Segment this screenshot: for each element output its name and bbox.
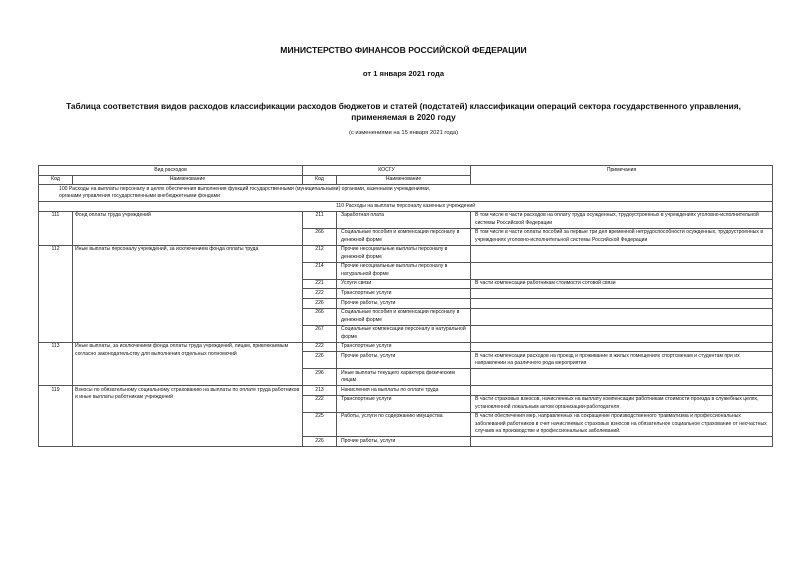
note	[471, 298, 773, 308]
note	[471, 386, 773, 396]
header-kosgu-naimenovanie: Наименование	[337, 175, 471, 185]
note: В части страховых взносов, начисленных на выплату компенсации работникам стоимости проезда в служебных целях, установленной локальным актом организации-работодателя	[471, 395, 773, 412]
kosgu-code: 296	[303, 369, 337, 386]
expense-type-name: Фонд оплаты труда учреждений	[73, 211, 303, 245]
note	[471, 289, 773, 299]
note	[471, 308, 773, 325]
kosgu-name: Социальные компенсации персоналу в натуральной форме	[337, 325, 471, 342]
section-110: 110 Расходы на выплаты персоналу казенных учреждений	[39, 202, 773, 212]
kosgu-name: Транспортные услуги	[337, 395, 471, 412]
note	[471, 325, 773, 342]
title-line-1: Таблица соответствия видов расходов классификации расходов бюджетов и статей (подстатей) классификации операций сектора государственного управления,	[66, 101, 741, 111]
note: В части обеспечения мер, направленных на сокращение производственного травматизма и профессиональных заболеваний работников в счет начисляемых страховых взносов на обязательное социальное страхование от несчастных случаев на производстве и профессиональных заболеваний.	[471, 412, 773, 436]
note: В части компенсации работникам стоимости сотовой связи	[471, 279, 773, 289]
kosgu-code: 222	[303, 395, 337, 412]
kosgu-code: 222	[303, 289, 337, 299]
section-row-100	[39, 185, 773, 202]
header-vr-kod: Код	[39, 175, 73, 185]
expense-type-code: 111	[39, 211, 73, 245]
table-row	[39, 386, 773, 396]
title-line-2: применяемая в 2020 году	[351, 112, 456, 122]
table-row	[39, 211, 773, 228]
kosgu-code: 226	[303, 352, 337, 369]
expense-type-name: Иные выплаты, за исключением фонда оплаты труда учреждений, лицам, привлекаемым согласно законодательству для выполнения отдельных полномочий	[73, 342, 303, 386]
header-kosgu-kod: Код	[303, 175, 337, 185]
kosgu-code: 225	[303, 412, 337, 436]
header-vid-rashodov: Вид расходов	[39, 166, 303, 176]
kosgu-code: 222	[303, 342, 337, 352]
kosgu-code: 213	[303, 386, 337, 396]
expense-type-name: Взносы по обязательному социальному страхованию на выплаты по оплате труда работников и иные выплаты работникам учреждений	[73, 386, 303, 447]
section-100: 100 Расходы на выплаты персоналу в целях обеспечения выполнения функций государственными (муниципальными) органами, казенными учреждениями, органами управления государственными внебюджетными фондами	[39, 185, 773, 202]
kosgu-code: 226	[303, 437, 337, 447]
kosgu-name: Прочие работы, услуги	[337, 352, 471, 369]
kosgu-name: Заработная плата	[337, 211, 471, 228]
correspondence-table	[38, 165, 773, 447]
document-title	[30, 101, 777, 123]
kosgu-name: Прочие несоциальные выплаты персоналу в денежной форме	[337, 245, 471, 262]
kosgu-name: Прочие работы, услуги	[337, 298, 471, 308]
section-row-110	[39, 202, 773, 212]
ministry-title: МИНИСТЕРСТВО ФИНАНСОВ РОССИЙСКОЙ ФЕДЕРАЦИИ	[280, 45, 527, 55]
header-kosgu: КОСГУ	[303, 166, 471, 176]
kosgu-name: Транспортные услуги	[337, 342, 471, 352]
table-row	[39, 342, 773, 352]
kosgu-code: 266	[303, 228, 337, 245]
expense-type-code: 119	[39, 386, 73, 447]
note	[471, 437, 773, 447]
kosgu-name: Социальные пособия и компенсации персоналу в денежной форме	[337, 228, 471, 245]
kosgu-name: Социальные пособия и компенсации персоналу в денежной форме	[337, 308, 471, 325]
note: В том числе в части оплаты пособий за первые три дня временной нетрудоспособности осужденных, трудоустроенных в учреждениях уголовно-исполнительной системы Российской Федерации	[471, 228, 773, 245]
note: В том числе в части расходов на оплату труда осужденных, трудоустроенных в учреждениях уголовно-исполнительной системы Российской Федерации	[471, 211, 773, 228]
note: В части компенсации расходов на проезд и проживание в жилых помещениях спортсменам и студентам при их направлении на различного рода мероприятия	[471, 352, 773, 369]
kosgu-name: Услуги связи	[337, 279, 471, 289]
table-header-row-1	[39, 166, 773, 176]
note	[471, 342, 773, 352]
kosgu-name: Прочие несоциальные выплаты персоналу в натуральной форме	[337, 262, 471, 279]
kosgu-code: 212	[303, 245, 337, 262]
kosgu-code: 211	[303, 211, 337, 228]
kosgu-name: Начисления на выплаты по оплате труда	[337, 386, 471, 396]
table-row	[39, 245, 773, 262]
expense-type-name: Иные выплаты персоналу учреждений, за исключением фонда оплаты труда	[73, 245, 303, 342]
kosgu-name: Иные выплаты текущего характера физическим лицам	[337, 369, 471, 386]
kosgu-code: 266	[303, 308, 337, 325]
kosgu-name: Работы, услуги по содержанию имущества	[337, 412, 471, 436]
header-vr-naimenovanie: Наименование	[73, 175, 303, 185]
kosgu-code: 221	[303, 279, 337, 289]
kosgu-code: 214	[303, 262, 337, 279]
document-subtitle: (с изменениями на 15 января 2021 года)	[348, 130, 459, 136]
kosgu-name: Транспортные услуги	[337, 289, 471, 299]
table-body	[39, 166, 773, 447]
kosgu-code: 267	[303, 325, 337, 342]
note	[471, 369, 773, 386]
kosgu-name: Прочие работы, услуги	[337, 437, 471, 447]
expense-type-code: 112	[39, 245, 73, 342]
document-date: от 1 января 2021 года	[362, 69, 445, 78]
expense-type-code: 113	[39, 342, 73, 386]
note	[471, 245, 773, 262]
kosgu-code: 226	[303, 298, 337, 308]
header-primechaniya: Примечания	[471, 166, 773, 185]
note	[471, 262, 773, 279]
